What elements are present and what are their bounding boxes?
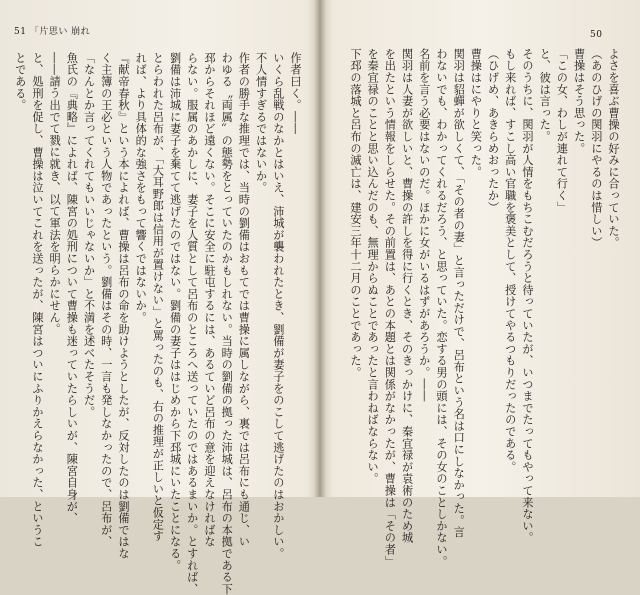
text-line: とである。 [13, 52, 27, 111]
text-line: 作者曰く。―― [289, 52, 302, 135]
left-page-body [13, 52, 304, 595]
text-line: を秦宜禄のことと思い込んだのも、無理からぬことであったと言わねばならない。 [366, 48, 380, 485]
text-line: らない。服属のあかしに、妻子を人質として呂布のところへ送っていたのではあるまいか。とすれば、 [185, 52, 199, 595]
text-line: （ひげめ、あきらめおったか） [486, 48, 500, 214]
text-line: わないでも、わかってくれるだろう、と思っていた。恋する男の頭には、その女のことしかない。 [434, 48, 448, 568]
text-line: 「この女、わしが連れて行く」 [555, 48, 569, 214]
text-line: 下邳の落城と呂布の滅亡は、建安三年十二月のことであった。 [348, 48, 362, 379]
text-line: と、処刑を促し、曹操は泣いてこれを送ったが、陳宮はついにふりかえらなかった、というこ [30, 52, 44, 548]
left-page [0, 0, 318, 595]
text-line: れば、より具体的な強さをもって響くではないか。 [134, 52, 148, 324]
text-line: 曹操はにやりと笑った。 [469, 48, 483, 178]
text-line: く主簿の王必という人物であったという。劉備はその時、一言も発しなかったので、呂布が、 [99, 52, 113, 548]
text-line: ――請う出でて戮に就き、以て軍法を明らかにせん。 [48, 52, 62, 336]
text-line: 「なんとか言ってくれてもいいじゃないか」と不満を述べたそうだ。 [82, 52, 96, 418]
text-line: わゆる〝両属〟の態勢をとっていたのかもしれない。当時の劉備の拠った沛城は、呂布の本拠である下 [220, 52, 234, 595]
right-page-number: 50 [590, 30, 603, 40]
left-page-header: 51 「片思い 崩れ [14, 27, 91, 37]
text-line: （あのひげの関羽にやるのは惜しい） [589, 48, 603, 249]
text-line: 名前を言う必要はないのだ。ほかに女がいるはずがあろうか。―― [417, 48, 431, 402]
text-line: 関羽は貂蟬が欲しくて、「その者の妻」と言っただけで、呂布という名は口にしなかった。言 [452, 48, 466, 538]
text-line: 関羽は人妻が欲しいと、曹操の許しを得に行くとき、そのきっかけに、秦宜禄が袁術のため城 [400, 48, 414, 544]
text-line: 曹操はそう思った。 [572, 48, 586, 155]
text-line: 邳からそれほど遠くない。そこに安全に駐屯するには、あるていど呂布の意を迎えなければな [202, 52, 216, 548]
text-line: 魚氏の『典略』によれば、陳宮の処刑について曹操も迷っていたらしいが、陳宮自身が、 [65, 52, 79, 524]
text-line: 作者の勝手な推理では、当時の劉備はおもてでは曹操に属しながら、裏では呂布にも通じ、い [237, 52, 251, 548]
text-line: もし来れば、すこし高い官職を褒美として、授けてやるつもりだったのである。 [503, 48, 517, 473]
text-line: 劉備は沛城に妻子を棄てて逃げたのではない。劉備の妻子ははじめから下邳城にいたことになる。 [168, 52, 182, 572]
text-line: そのうちに、関羽が人情をもちこむだろうと待っていたが、いつまでたってもやって来ない。 [520, 48, 534, 544]
text-line: と、彼は言った。 [538, 48, 552, 143]
text-line: を出たという情報をしらせた。その前置は、あとの本題とは関係がなかったが、曹操は「その者」 [383, 48, 397, 568]
text-line: 『献帝春秋』という本によれば、曹操は呂布の命を助けようとしたが、反対したのは劉備ではな [116, 52, 130, 560]
text-line: とらわれた呂布が、「大耳野郎は信用が置けない」と罵ったのも、右の推理が正しいと仮定す [151, 52, 165, 542]
right-page-body [326, 48, 622, 568]
right-page [322, 0, 640, 568]
text-line: いくら乱戦のなかとはいえ、沛城が襲われたとき、劉備が妻子をのこして逃げたのはおかしい。 [271, 52, 285, 560]
text-line: 不人情すぎるではないか。 [254, 52, 268, 194]
text-line: よさを喜ぶ曹操の好みに合っていた。 [607, 48, 620, 249]
